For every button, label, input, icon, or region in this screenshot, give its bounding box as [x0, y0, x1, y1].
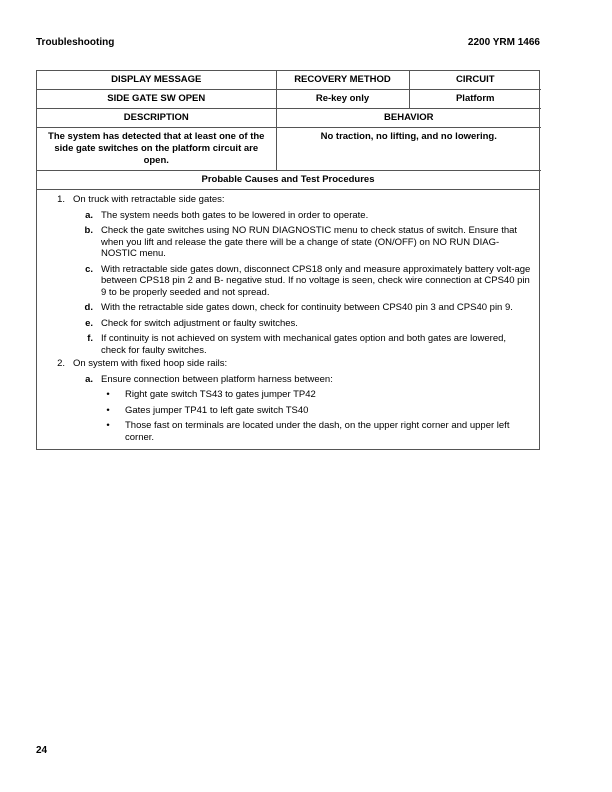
substep-item — [73, 333, 531, 356]
running-header-doc-number: 2200 YRM 1466 — [467, 37, 540, 48]
message-grid — [37, 71, 541, 171]
substep-text: With the retractable side gates down, check for continuity between CPS40 pin 3 and CPS40 pin 9. — [101, 302, 513, 313]
substep-text: With retractable side gates down, disconnect CPS18 only and measure approximately battery volt-age between CPS18 pin 2 and B- negative stud. If no voltage is seen, check wire connection at CPS40 pin 9 to be properly seeded and not spread. — [101, 263, 531, 298]
substep-label: b. — [84, 225, 93, 236]
behavior-text: No traction, no lifting, and no lowering. — [276, 128, 541, 171]
substep-item — [73, 302, 531, 314]
substep-label: a. — [85, 209, 93, 221]
bullet-icon: • — [106, 420, 110, 431]
bullet-icon: • — [106, 404, 110, 416]
description-text: The system has detected that at least one of the side gate switches on the platform circuit are open. — [37, 128, 276, 171]
page-number: 24 — [36, 745, 48, 756]
bullet-item — [101, 389, 531, 401]
step-number: 1. — [57, 194, 65, 205]
substep-label: c. — [85, 263, 93, 275]
substep-label: e. — [85, 317, 93, 329]
behavior-header: BEHAVIOR — [276, 109, 541, 128]
substep-text: Check for switch adjustment or faulty switches. — [101, 317, 298, 329]
troubleshooting-table — [36, 70, 540, 450]
substep-item — [73, 264, 531, 299]
substep-label: a. — [85, 373, 93, 385]
substep-label: f. — [87, 333, 93, 344]
recovery-method-header: RECOVERY METHOD — [276, 71, 409, 90]
substep-text: The system needs both gates to be lowered in order to operate. — [101, 209, 369, 221]
step-item — [45, 358, 531, 370]
running-header-section: Troubleshooting — [36, 37, 115, 48]
recovery-method-value: Re-key only — [276, 90, 409, 109]
description-header: DESCRIPTION — [37, 109, 276, 128]
procedures-title: Probable Causes and Test Procedures — [37, 171, 539, 190]
display-message-value: SIDE GATE SW OPEN — [37, 90, 276, 109]
display-message-header: DISPLAY MESSAGE — [37, 71, 276, 90]
bullet-text: Those fast on terminals are located under the dash, on the upper right corner and upper left corner. — [125, 420, 510, 443]
substep-text: If continuity is not achieved on system with mechanical gates option and both gates are lowered, check for faulty switches. — [101, 333, 507, 356]
step-item — [45, 194, 531, 206]
bullet-text: Right gate switch TS43 to gates jumper TP42 — [125, 389, 316, 400]
substep-text: Ensure connection between platform harness between: — [101, 373, 333, 385]
bullet-icon: • — [106, 389, 110, 400]
step-number: 2. — [57, 358, 65, 369]
substep-item — [73, 225, 531, 260]
substep-text: Check the gate switches using NO RUN DIAGNOSTIC menu to check status of switch. Ensure that when you lift and release the gate there will be a change of state (ON/OFF) on NO RUN DIAG-NOSTIC menu. — [101, 225, 518, 259]
bullet-text: Gates jumper TP41 to left gate switch TS40 — [125, 404, 309, 416]
substep-item — [73, 210, 531, 222]
procedures-list — [37, 190, 539, 449]
circuit-header: CIRCUIT — [409, 71, 541, 90]
bullet-item — [101, 420, 531, 443]
substep-label: d. — [84, 302, 93, 313]
bullet-item — [101, 405, 531, 417]
circuit-value: Platform — [409, 90, 541, 109]
substep-item — [73, 318, 531, 330]
step-text: On truck with retractable side gates: — [73, 194, 225, 205]
substep-item — [73, 374, 531, 386]
step-text: On system with fixed hoop side rails: — [73, 358, 228, 369]
